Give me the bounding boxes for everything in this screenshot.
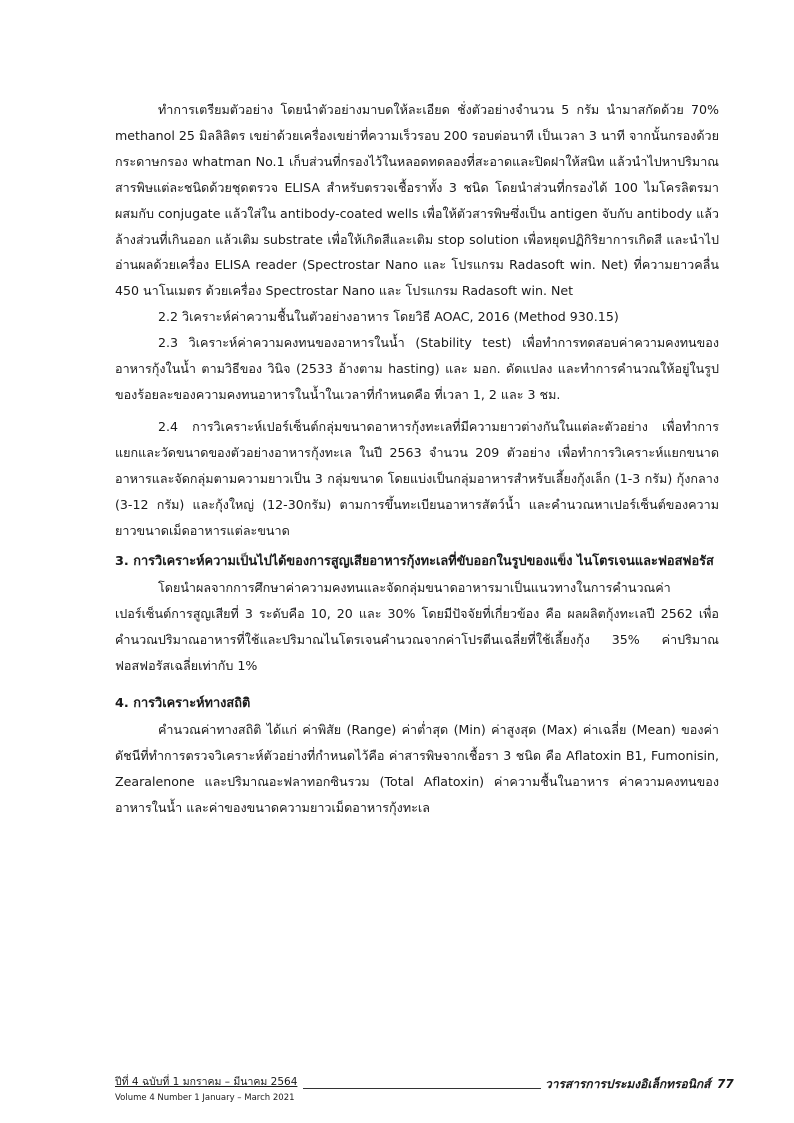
footer-issue-thai: ปีที่ 4 ฉบับที่ 1 มกราคม – มีนาคม 2564 (115, 1076, 298, 1088)
section-heading-statistics: 4. การวิเคราะห์ทางสถิติ (115, 695, 251, 711)
footer-divider (303, 1088, 541, 1089)
footer-issue-english: Volume 4 Number 1 January – March 2021 (115, 1093, 295, 1103)
page-footer (115, 1075, 739, 1115)
spacer (115, 679, 719, 691)
paragraph-sample-preparation: ทำการเตรียมตัวอย่าง โดยนำตัวอย่างมาบดให้ละเอียด ชั่งตัวอย่างจำนวน 5 กรัม นำมาสกัดด้วย 70% methanol 25 มิลลิลิตร เขย่าด้วยเครื่องเขย่าที่ความเร็วรอบ 200 รอบต่อนาที เป็นเวลา 3 นาที จากนั้นกรองด้วยกระดาษกรอง whatman No.1 เก็บส่วนที่กรองไว้ในหลอดทดลองที่สะอาดและปิดฝาให้สนิท แล้วนำไปหาปริมาณสารพิษแต่ละชนิดด้วยชุดตรวจ ELISA สำหรับตรวจเชื้อราทั้ง 3 ชนิด โดยนำส่วนที่กรองได้ 100 ไมโครลิตรมาผสมกับ conjugate แล้วใส่ใน antibody-coated wells เพื่อให้ตัวสารพิษซึ่งเป็น antigen จับกับ antibody แล้วล้างส่วนที่เกินออก แล้วเติม substrate เพื่อให้เกิดสีและเติม stop solution เพื่อหยุดปฏิกิริยาการเกิดสี และนำไปอ่านผลด้วยเครื่อง ELISA reader (Spectrostar Nano และ โปรแกรม Radasoft win. Net) ที่ความยาวคลื่น 450 นาโนเมตร ด้วยเครื่อง Spectrostar Nano และ โปรแกรม Radasoft win. Net (115, 102, 719, 299)
paragraph-stability-test: 2.3 วิเคราะห์ค่าความคงทนของอาหารในน้ำ (Stability test) เพื่อทำการทดสอบค่าความคงทนของอาหารกุ้งในน้ำ ตามวิธีของ วินิจ (2533 อ้างตาม hasting) และ มอก. ดัดแปลง และทำการคำนวณให้อยู่ในรูปของร้อยละของความคงทนอาหารในน้ำในเวลาที่กำหนดคือ ที่เวลา 1, 2 และ 3 ชม. (115, 335, 719, 402)
page-number: 77 (717, 1077, 734, 1091)
section-heading-loss-analysis: 3. การวิเคราะห์ความเป็นไปได้ของการสูญเสียอาหารกุ้งทะเลที่ขับออกในรูปของแข็ง ไนโตรเจนและฟอสฟอรัส (115, 554, 714, 570)
paragraph-loss-calculation: โดยนำผลจากการศึกษาค่าความคงทนและจัดกลุ่มขนาดอาหารมาเป็นแนวทางในการคำนวณค่าเปอร์เซ็นต์การสูญเสียที่ 3 ระดับคือ 10, 20 และ 30% โดยมีปัจจัยที่เกี่ยวข้อง คือ ผลผลิตกุ้งทะเลปี 2562 เพื่อคำนวณปริมาณอาหารที่ใช้และปริมาณไนโตรเจนคำนวณจากค่าโปรตีนเฉลี่ยที่ใช้เลี้ยงกุ้ง 35% ค่าปริมาณฟอสฟอรัสเฉลี่ยเท่ากับ 1% (115, 580, 719, 674)
paragraph-size-grouping: 2.4 การวิเคราะห์เปอร์เซ็นต์กลุ่มขนาดอาหารกุ้งทะเลที่มีความยาวต่างกันในแต่ละตัวอย่าง เพื่อทำการแยกและวัดขนาดของตัวอย่างอาหารกุ้งทะเล ในปี 2563 จำนวน 209 ตัวอย่าง เพื่อทำการวิเคราะห์แยกขนาดอาหารและจัดกลุ่มตามความยาวเป็น 3 กลุ่มขนาด โดยแบ่งเป็นกลุ่มอาหารสำหรับเลี้ยงกุ้งเล็ก (1-3 กรัม) กุ้งกลาง (3-12 กรัม) และกุ้งใหญ่ (12-30กรัม) ตามการขึ้นทะเบียนอาหารสัตว์น้ำ และคำนวณหาเปอร์เซ็นต์ของความยาวขนาดเม็ดอาหารแต่ละขนาด (115, 418, 719, 538)
paragraph-statistics: คำนวณค่าทางสถิติ ได้แก่ ค่าพิสัย (Range) ค่าต่ำสุด (Min) ค่าสูงสุด (Max) ค่าเฉลี่ย (Mean) ของค่าดัชนีที่ทำการตรวจวิเคราะห์ตัวอย่างที่กำหนดไว้คือ ค่าสารพิษจากเชื้อรา 3 ชนิด คือ Aflatoxin B1, Fumonisin, Zearalenone และปริมาณอะฟลาทอกซินรวม (Total Aflatoxin) ค่าความชื้นในอาหาร ค่าความคงทนของอาหารในน้ำ และค่าของขนาดความยาวเม็ดอาหารกุ้งทะเล (115, 721, 719, 815)
footer-journal-name: วารสารการประมงอิเล็กทรอนิกส์ (545, 1077, 711, 1091)
paragraph-moisture-analysis: 2.2 วิเคราะห์ค่าความชื้นในตัวอย่างอาหาร โดยวิธี AOAC, 2016 (Method 930.15) (158, 309, 619, 325)
article-body (115, 97, 719, 820)
